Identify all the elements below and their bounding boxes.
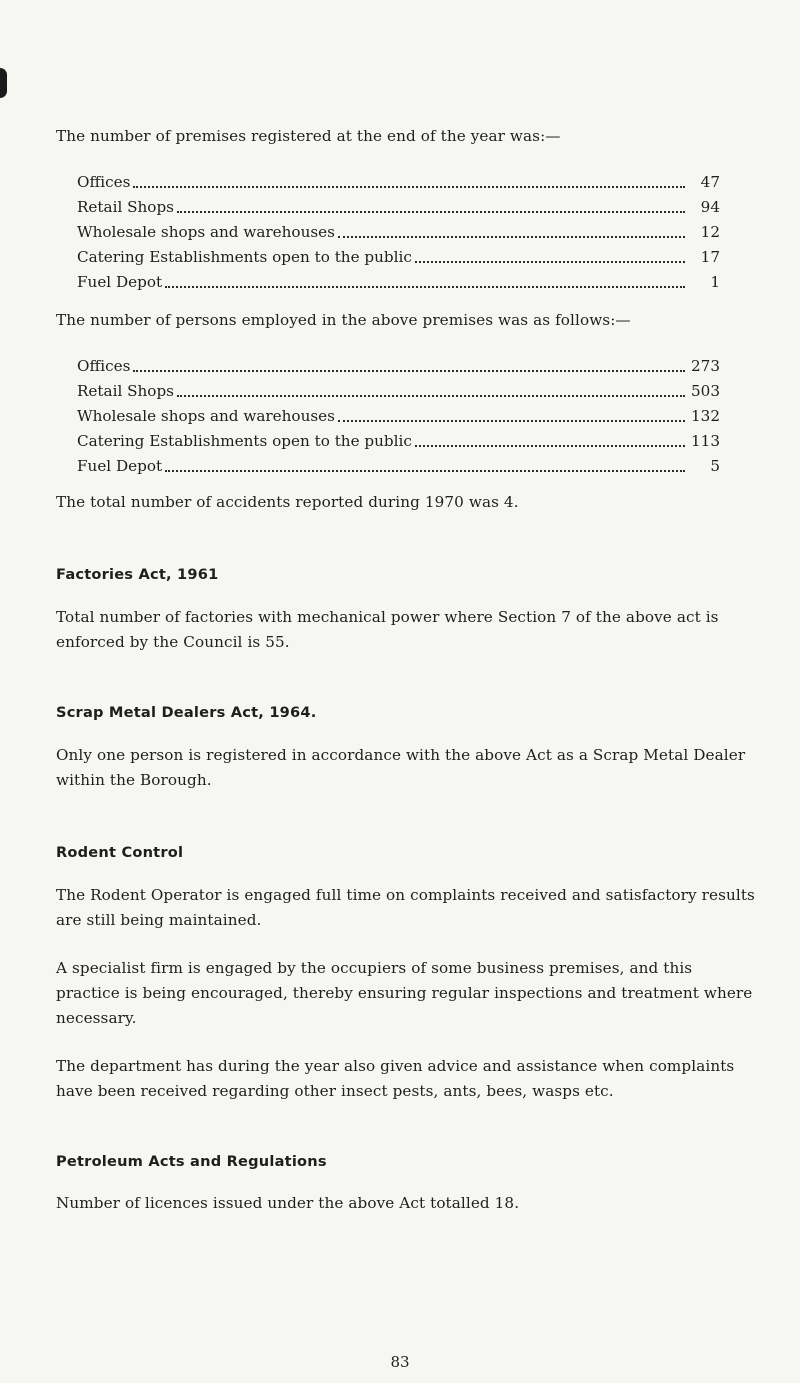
premises-list <box>77 170 720 295</box>
rodent-heading: Rodent Control <box>56 844 184 861</box>
rodent-para-1: The Rodent Operator is engaged full time on complaints received and satisfactory results are still being maintained. <box>56 886 755 929</box>
factories-text: Total number of factories with mechanical power where Section 7 of the above act is enforced by the Council is 55. <box>56 608 719 651</box>
petroleum-heading: Petroleum Acts and Regulations <box>56 1153 327 1170</box>
premises-intro: The number of premises registered at the end of the year was:— <box>56 127 561 145</box>
employed-list <box>77 354 720 479</box>
list-item: Wholesale shops and warehouses 12 <box>77 223 720 241</box>
list-item: Wholesale shops and warehouses 132 <box>77 407 720 425</box>
list-item: Retail Shops 94 <box>77 198 720 216</box>
scrap-text: Only one person is registered in accordance with the above Act as a Scrap Metal Dealer within the Borough. <box>56 746 746 789</box>
list-item: Catering Establishments open to the public 113 <box>77 432 720 450</box>
rodent-para-3: The department has during the year also given advice and assistance when complaints have been received regarding other insect pests, ants, bees, wasps etc. <box>56 1057 735 1100</box>
petroleum-text: Number of licences issued under the above Act totalled 18. <box>56 1194 520 1212</box>
rodent-para-2: A specialist firm is engaged by the occupiers of some business premises, and this practice is being encouraged, thereby ensuring regular inspections and treatment where necessary. <box>56 959 753 1027</box>
list-item: Catering Establishments open to the public 17 <box>77 248 720 266</box>
list-item: Offices 273 <box>77 357 720 375</box>
list-item: Fuel Depot 5 <box>77 457 720 475</box>
scrap-heading: Scrap Metal Dealers Act, 1964. <box>56 704 317 721</box>
factories-heading: Factories Act, 1961 <box>56 566 219 583</box>
accidents-text: The total number of accidents reported during 1970 was 4. <box>56 493 519 511</box>
scan-edge-mark <box>0 68 7 98</box>
employed-intro: The number of persons employed in the above premises was as follows:— <box>56 311 631 329</box>
list-item: Retail Shops 503 <box>77 382 720 400</box>
list-item: Fuel Depot 1 <box>77 273 720 291</box>
list-item: Offices 47 <box>77 173 720 191</box>
page-number: 83 <box>390 1353 410 1371</box>
